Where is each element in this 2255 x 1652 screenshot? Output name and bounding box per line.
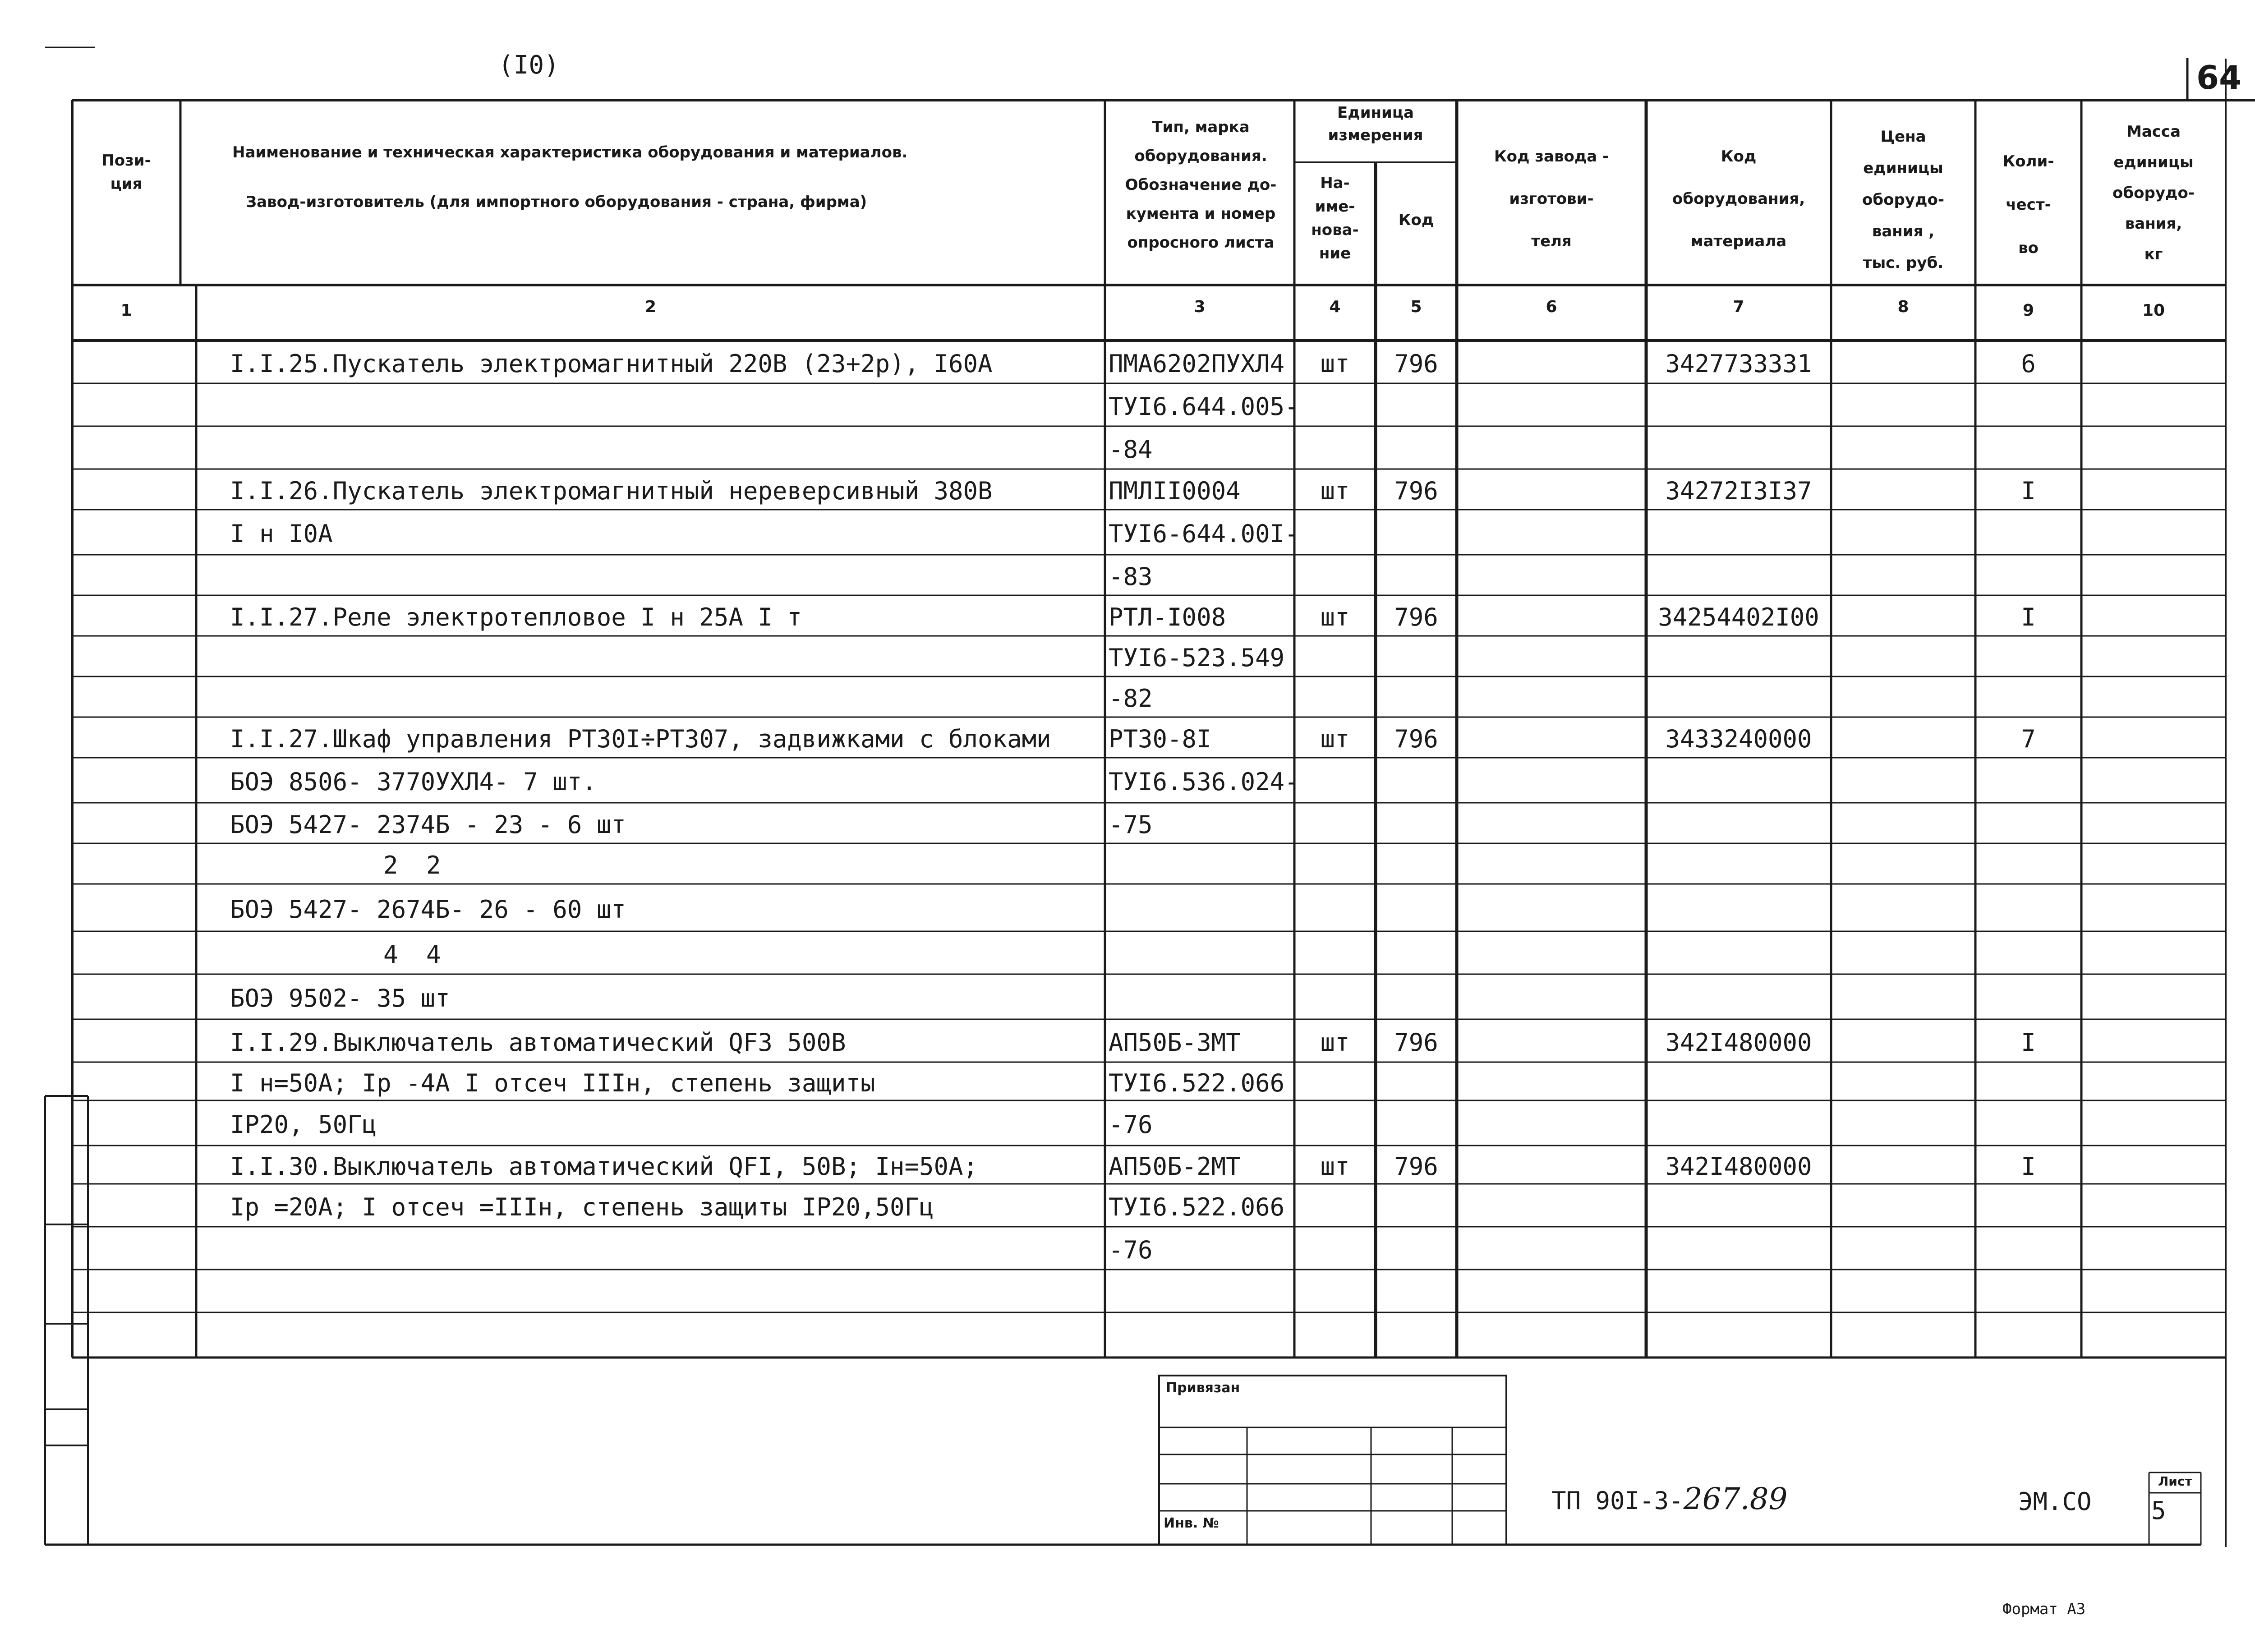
cell-name: I.I.27.Шкаф управления РТ30I÷РТ307, задвижками с блоками — [230, 725, 1051, 753]
cell-type: ПМА6202ПУХЛ4 — [1109, 349, 1285, 378]
cell-code: 796 — [1394, 1152, 1438, 1181]
cell-type: ПМЛII0004 — [1109, 477, 1241, 505]
cell-name: Iр =20А; I отсеч =IIIн, степень защиты IР20,50Гц — [230, 1192, 934, 1221]
cell-type: -82 — [1109, 684, 1153, 713]
column-number-1: 1 — [120, 301, 132, 320]
inventory-label: Инв. № — [1164, 1515, 1219, 1531]
cell-unit: шт — [1320, 477, 1350, 505]
sheet-number: 5 — [2151, 1496, 2166, 1525]
cell-type: АП50Б-2МТ — [1109, 1152, 1241, 1181]
header-mass: Масса единицы оборудо- вания, кг — [2112, 123, 2195, 263]
section-code: ЭМ.СО — [2018, 1487, 2092, 1516]
cell-name: I.I.30.Выключатель автоматический QFI, 50В; Iн=50А; — [230, 1152, 978, 1181]
cell-type: РТ30-8I — [1109, 725, 1211, 753]
cell-qty: I — [2021, 603, 2036, 631]
document-code-handwritten: 267.89 — [1683, 1482, 1788, 1516]
cell-qty: 7 — [2021, 725, 2036, 753]
cell-name: I.I.26.Пускатель электромагнитный нереверсивный 380В — [230, 477, 993, 505]
cell-name: IР20, 50Гц — [230, 1110, 377, 1139]
cell-name: I.I.27.Реле электротепловое I н 25А I т — [230, 603, 802, 631]
cell-equipment-code: 34254402I00 — [1658, 603, 1819, 631]
cell-type: ТУI6.536.024- — [1109, 768, 1299, 796]
cell-code: 796 — [1394, 1028, 1438, 1057]
column-number-4: 4 — [1329, 298, 1341, 316]
cell-type: ТУI6.644.005- — [1109, 392, 1299, 421]
cell-type: -75 — [1109, 810, 1153, 839]
cell-name: БОЭ 5427- 2674Б- 26 - 60 шт — [230, 895, 626, 924]
sheet-mark: 64 — [2196, 59, 2242, 97]
cell-name: I н=50А; Iр -4А I отсеч IIIн, степень защиты — [230, 1068, 875, 1097]
header-quantity: Коли- чест- во — [2002, 152, 2054, 257]
column-number-3: 3 — [1194, 298, 1206, 316]
column-number-7: 7 — [1733, 298, 1744, 316]
header-name-line2: Завод-изготовитель (для импортного оборудования - страна, фирма) — [246, 193, 867, 211]
cell-unit: шт — [1320, 349, 1350, 378]
cell-type: ТУI6-644.00I- — [1109, 520, 1299, 548]
cell-unit: шт — [1320, 1028, 1350, 1057]
cell-unit: шт — [1320, 1152, 1350, 1181]
cell-name: I н I0А — [230, 520, 333, 548]
header-type: Тип, марка оборудования. Обозначение до- кумента и номер опросного листа — [1125, 118, 1277, 252]
column-number-2: 2 — [644, 298, 657, 316]
cell-equipment-code: 342I480000 — [1665, 1028, 1812, 1057]
cell-name: БОЭ 8506- 3770УХЛ4- 7 шт. — [230, 768, 597, 796]
cell-equipment-code: 342I480000 — [1665, 1152, 1812, 1181]
cell-name: I.I.25.Пускатель электромагнитный 220В (23+2р), I60А — [230, 349, 993, 378]
cell-name: 4 4 — [383, 940, 441, 969]
cell-qty: I — [2021, 1152, 2036, 1181]
sheet-label: Лист — [2158, 1474, 2192, 1489]
cell-unit: шт — [1320, 603, 1350, 631]
header-equipment-code: Код оборудования, материала — [1672, 147, 1805, 250]
cell-type: -76 — [1109, 1110, 1153, 1139]
cell-qty: I — [2021, 1028, 2036, 1057]
header-unit-name: На- име- нова- ние — [1311, 174, 1359, 262]
column-number-9: 9 — [2022, 301, 2034, 320]
page-number-top: (I0) — [498, 51, 559, 80]
cell-qty: I — [2021, 477, 2036, 505]
cell-equipment-code: 3433240000 — [1665, 725, 1812, 753]
cell-type: ТУI6-523.549 — [1109, 644, 1285, 672]
cell-equipment-code: 3427733331 — [1665, 349, 1812, 378]
bound-label: Привязан — [1166, 1380, 1240, 1396]
header-name-line1: Наименование и техническая характеристика оборудования и материалов. — [232, 143, 908, 161]
cell-unit: шт — [1320, 725, 1350, 753]
header-unit-group: Единица измерения — [1328, 104, 1423, 144]
cell-name: БОЭ 5427- 2374Б - 23 - 6 шт — [230, 810, 626, 839]
column-number-5: 5 — [1410, 298, 1422, 316]
header-factory-code: Код завода - изготови- теля — [1494, 147, 1609, 250]
column-number-6: 6 — [1546, 298, 1557, 316]
cell-name: I.I.29.Выключатель автоматический QF3 500В — [230, 1028, 846, 1057]
cell-equipment-code: 34272I3I37 — [1665, 477, 1812, 505]
cell-name: БОЭ 9502- 35 шт — [230, 984, 450, 1012]
cell-type: -83 — [1109, 562, 1153, 591]
cell-type: ТУI6.522.066 — [1109, 1068, 1285, 1097]
document-code-printed: ТП 90I-3- — [1551, 1486, 1684, 1515]
cell-code: 796 — [1394, 477, 1438, 505]
format-label: Формат А3 — [2002, 1600, 2086, 1618]
cell-qty: 6 — [2021, 349, 2036, 378]
cell-type: РТЛ-I008 — [1109, 603, 1226, 631]
header-unit-code: Код — [1398, 211, 1434, 229]
cell-code: 796 — [1394, 603, 1438, 631]
header-price: Цена единицы оборудо- вания , тыс. руб. — [1862, 128, 1944, 272]
cell-type: АП50Б-3МТ — [1109, 1028, 1241, 1057]
document-code — [1551, 1482, 1788, 1516]
cell-type: -84 — [1109, 435, 1153, 464]
cell-type: ТУI6.522.066 — [1109, 1192, 1285, 1221]
header-position: Пози- ция — [101, 152, 151, 193]
cell-type: -76 — [1109, 1235, 1153, 1264]
cell-code: 796 — [1394, 725, 1438, 753]
cell-name: 2 2 — [383, 851, 441, 879]
column-number-10: 10 — [2142, 301, 2165, 320]
cell-code: 796 — [1394, 349, 1438, 378]
column-number-8: 8 — [1897, 298, 1909, 316]
